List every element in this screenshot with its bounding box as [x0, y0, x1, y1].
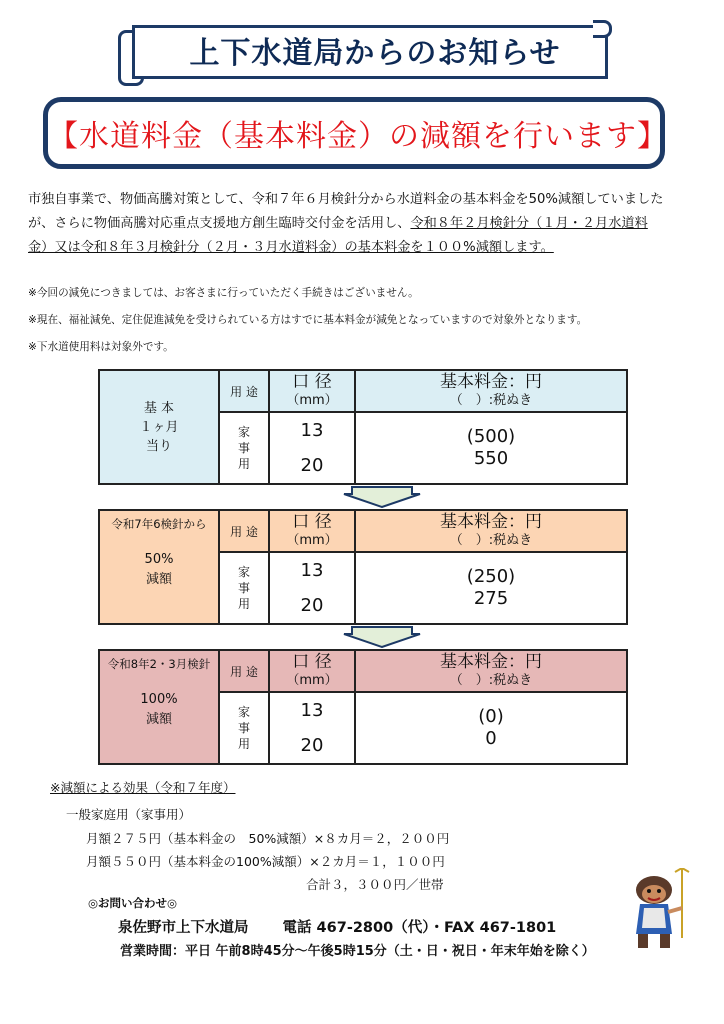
intro-line-1: 市独自事業で、物価高騰対策として、令和７年６月検針分から水道料金の基本料金を50%減額していました — [28, 192, 664, 207]
fee-table-basic — [98, 369, 628, 485]
table-label: 令和7年6検針から 50% 減額 — [99, 510, 219, 624]
down-arrow-icon — [342, 486, 422, 508]
use-value: 家 事 用 — [219, 552, 269, 624]
headline-box: 【水道料金（基本料金）の減額を行います】 — [43, 97, 665, 169]
note-3: ※下水道使用料は対象外です。 — [28, 341, 174, 353]
fee-header: 基本料金：円 （ ）:税ぬき — [355, 650, 627, 692]
note-2: ※現在、福祉減免、定住促進減免を受けられている方はすでに基本料金が減免となっていますので対象外となります。 — [28, 314, 588, 326]
fee-header: 基本料金：円 （ ）:税ぬき — [355, 370, 627, 412]
fee-values: (0) 0 — [355, 692, 627, 764]
note-1: ※今回の減免につきましては、お客さまに行っていただく手続きはございません。 — [28, 287, 419, 299]
down-arrow-icon — [342, 626, 422, 648]
fee-table-50pct — [98, 509, 628, 625]
diameter-values: 13 20 — [269, 552, 355, 624]
use-header: 用 途 — [219, 370, 269, 412]
diameter-values: 13 20 — [269, 692, 355, 764]
fee-values: (500) 550 — [355, 412, 627, 484]
intro-line-2: が、さらに物価高騰対応重点支援地方創生臨時交付金を活用し、令和８年２月検針分（１月・２月水道料 — [28, 216, 648, 231]
fee-header: 基本料金：円 （ ）:税ぬき — [355, 510, 627, 552]
intro-line-3: 金）又は令和８年３月検針分（２月・３月水道料金）の基本料金を１００%減額します。 — [28, 240, 554, 255]
intro-paragraph — [28, 188, 696, 260]
diameter-header: 口 径 （mm） — [269, 650, 355, 692]
table-label: 令和8年2・3月検針 100% 減額 — [99, 650, 219, 764]
title-banner — [118, 20, 612, 78]
contact-line — [118, 916, 556, 937]
use-value: 家 事 用 — [219, 412, 269, 484]
mascot-character-icon — [622, 868, 694, 956]
use-header: 用 途 — [219, 510, 269, 552]
business-hours: 営業時間：平日 午前8時45分～午後5時15分（土・日・祝日・年末年始を除く） — [120, 944, 595, 959]
diameter-header: 口 径 （mm） — [269, 370, 355, 412]
effects-title: ※減額による効果（令和７年度） — [50, 780, 236, 795]
effects-total: 合計３，３００円／世帯 — [306, 877, 444, 892]
fee-table-100pct — [98, 649, 628, 765]
page-title: 上下水道局からのお知らせ — [189, 36, 561, 71]
use-value: 家 事 用 — [219, 692, 269, 764]
effects-line-2: 月額５５０円（基本料金の100%減額）×２カ月＝１，１００円 — [86, 854, 445, 869]
diameter-values: 13 20 — [269, 412, 355, 484]
effects-line-1: 月額２７５円（基本料金の 50%減額）×８カ月＝２，２００円 — [86, 831, 450, 846]
use-header: 用 途 — [219, 650, 269, 692]
fee-values: (250) 275 — [355, 552, 627, 624]
table-label: 基 本 １ヶ月 当り — [99, 370, 219, 484]
contact-heading: ◎お問い合わせ◎ — [88, 896, 178, 910]
effects-category: 一般家庭用（家事用） — [66, 807, 192, 822]
diameter-header: 口 径 （mm） — [269, 510, 355, 552]
contact-tel: 電話 467-2800（代）・FAX 467-1801 — [282, 920, 557, 936]
contact-org: 泉佐野市上下水道局 — [118, 920, 249, 936]
